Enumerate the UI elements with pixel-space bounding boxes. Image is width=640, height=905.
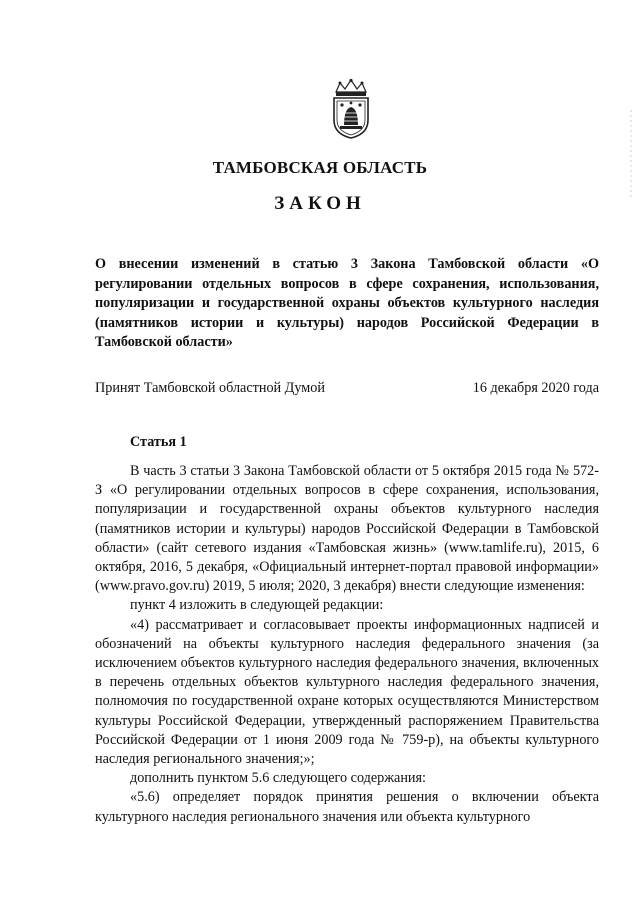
paragraph: пункт 4 изложить в следующей редакции: bbox=[130, 597, 384, 614]
adoption-date: 16 декабря 2020 года bbox=[472, 380, 599, 396]
paragraph: дополнить пунктом 5.6 следующего содержания: bbox=[130, 770, 426, 787]
document-type: ЗАКОН bbox=[274, 193, 366, 214]
tambov-coat-of-arms-icon bbox=[328, 78, 374, 140]
adopted-by: Принят Тамбовской областной Думой bbox=[95, 380, 325, 396]
paragraph: В часть 3 статьи 3 Закона Тамбовской области от 5 октября 2015 года № 572-З «О регулировании отдельных вопросов в сфере сохранения, использования, популяризации и государственной охраны объектов культурного наследия (памятников истории и культуры) народов Российской Федерации в Тамбовской области» (сайт сетевого издания «Тамбовская жизнь» (www.tamlife.ru), 2015, 6 октября, 2016, 5 декабря, «Официальный интернет-портал правовой информации» (www.pravo.gov.ru) 2019, 5 июля; 2020, 3 декабря) внести следующие изменения: bbox=[95, 463, 599, 595]
paragraph: «5.6) определяет порядок принятия решения о включении объекта культурного наследия регионального значения или объекта культурного bbox=[95, 789, 599, 825]
paragraph: «4) рассматривает и согласовывает проекты информационных надписей и обозначений на объекты культурного наследия федерального значения (за исключением объектов культурного наследия федерального значения, включенных в перечень отдельных объектов культурного наследия федерального значения, полномочия по государственной охране которых осуществляются Министерством культуры Российской Федерации, утвержденный распоряжением Правительства Российской Федерации от 1 июня 2009 года № 759-р), на объекты культурного наследия регионального значения;»; bbox=[95, 616, 599, 768]
adoption-line bbox=[95, 379, 599, 398]
scan-margin-mark bbox=[629, 110, 633, 200]
region-name: ТАМБОВСКАЯ ОБЛАСТЬ bbox=[212, 158, 428, 177]
article-body bbox=[95, 462, 599, 827]
law-title: О внесении изменений в статью 3 Закона Тамбовской области «О регулировании отдельных вопросов в сфере сохранения, использования, популяризации и государственной охраны объектов культурного наследия (памятников истории и культуры) народов Российской Федерации в Тамбовской области» bbox=[95, 256, 599, 351]
article-heading: Статья 1 bbox=[130, 434, 187, 450]
